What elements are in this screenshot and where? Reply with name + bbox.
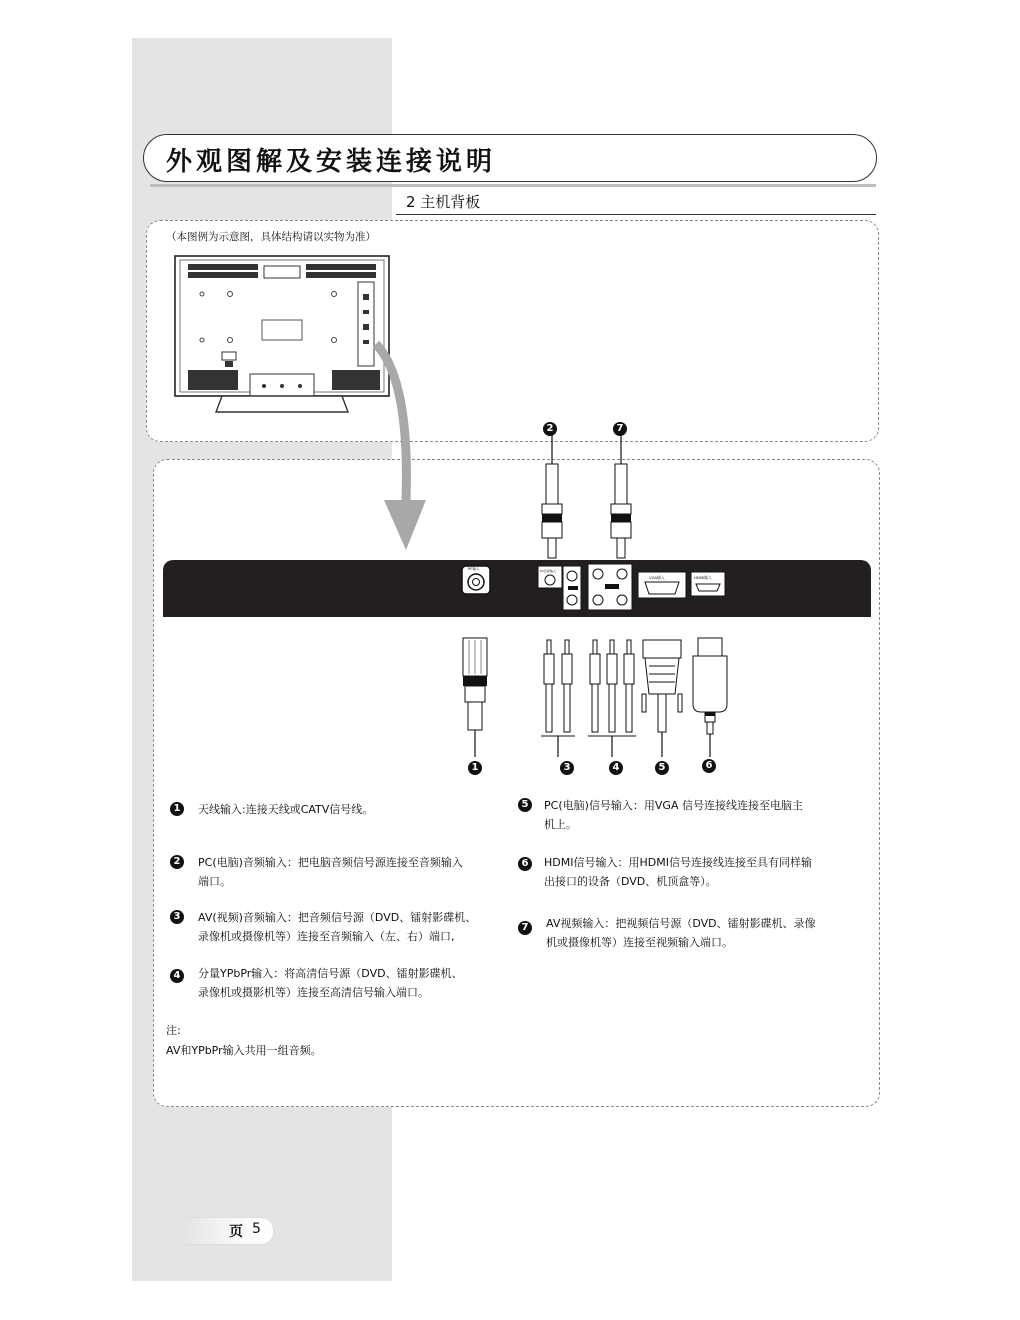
- desc-num-5: 5: [518, 798, 532, 812]
- note-text: AV和YPbPr输入共用一组音频。: [166, 1044, 322, 1057]
- desc-hdmi: [518, 853, 863, 893]
- callout-2: 2: [543, 422, 557, 436]
- page-title: 外观图解及安装连接说明: [166, 147, 497, 177]
- desc-line: 录像机或摄像机等）连接至音频输入（左、右）端口,: [198, 930, 455, 943]
- vga-port-label: VGA输入: [649, 575, 665, 580]
- rf-cable: [463, 638, 487, 757]
- desc-line: 机或摄像机等）连接至视频输入端口。: [546, 936, 733, 949]
- desc-num-3: 3: [170, 910, 184, 924]
- section-subtitle: 2 主机背板: [406, 193, 481, 211]
- connection-panel: [153, 459, 880, 1107]
- desc-ypbpr: [170, 964, 510, 1004]
- desc-num-4: 4: [170, 969, 184, 983]
- desc-av-audio: [170, 908, 510, 948]
- desc-line: 天线输入:连接天线或CATV信号线。: [198, 803, 374, 816]
- desc-num-2: 2: [170, 855, 184, 869]
- desc-line: PC(电脑)信号输入：用VGA 信号连接线连接至电脑主: [544, 799, 803, 812]
- figure-note: （本图例为示意图，具体结构请以实物为准）: [166, 231, 376, 243]
- desc-line: 端口。: [198, 875, 231, 888]
- cables-bottom: [455, 632, 740, 762]
- desc-line: 机上。: [544, 818, 577, 831]
- zoom-arrow: [370, 340, 430, 555]
- desc-line: PC(电脑)音频输入：把电脑音频信号源连接至音频输入: [198, 856, 463, 869]
- desc-line: HDMI信号输入：用HDMI信号连接线连接至具有同样输: [544, 856, 812, 869]
- tv-back-illustration: [172, 254, 394, 418]
- desc-line: AV(视频)音频输入：把音频信号源（DVD、镭射影碟机、: [198, 911, 477, 924]
- desc-num-6: 6: [518, 857, 532, 871]
- audio-video-cables-top: [530, 422, 640, 562]
- page-label: 页: [229, 1224, 243, 1240]
- desc-antenna: [170, 800, 510, 838]
- desc-line: 录像机或摄影机等）连接至高清信号输入端口。: [198, 986, 429, 999]
- callout-3: 3: [560, 761, 574, 775]
- title-underline: [150, 184, 876, 187]
- desc-num-1: 1: [170, 802, 184, 816]
- desc-av-video: [518, 914, 863, 954]
- hdmi-port-label: HDMI输入: [694, 575, 712, 580]
- callout-6: 6: [702, 759, 716, 773]
- desc-num-7: 7: [518, 921, 532, 935]
- callout-5: 5: [655, 761, 669, 775]
- callout-4: 4: [609, 761, 623, 775]
- desc-line: 出接口的设备（DVD、机顶盒等）。: [544, 875, 717, 888]
- port-panel: [455, 560, 735, 617]
- subtitle-rule: [396, 214, 876, 215]
- callout-1: 1: [468, 761, 482, 775]
- page-number: 5: [252, 1221, 261, 1237]
- desc-pc-audio: [170, 853, 510, 893]
- desc-pc-signal: [518, 796, 863, 836]
- note-label: 注:: [166, 1024, 181, 1037]
- rf-port-label: RF输入: [468, 567, 480, 571]
- desc-line: 分量YPbPr输入：将高清信号源（DVD、镭射影碟机、: [198, 967, 463, 980]
- pc-audio-port-label: PC音频输入: [540, 569, 556, 573]
- callout-7: 7: [613, 422, 627, 436]
- desc-line: AV视频输入：把视频信号源（DVD、镭射影碟机、录像: [546, 917, 816, 930]
